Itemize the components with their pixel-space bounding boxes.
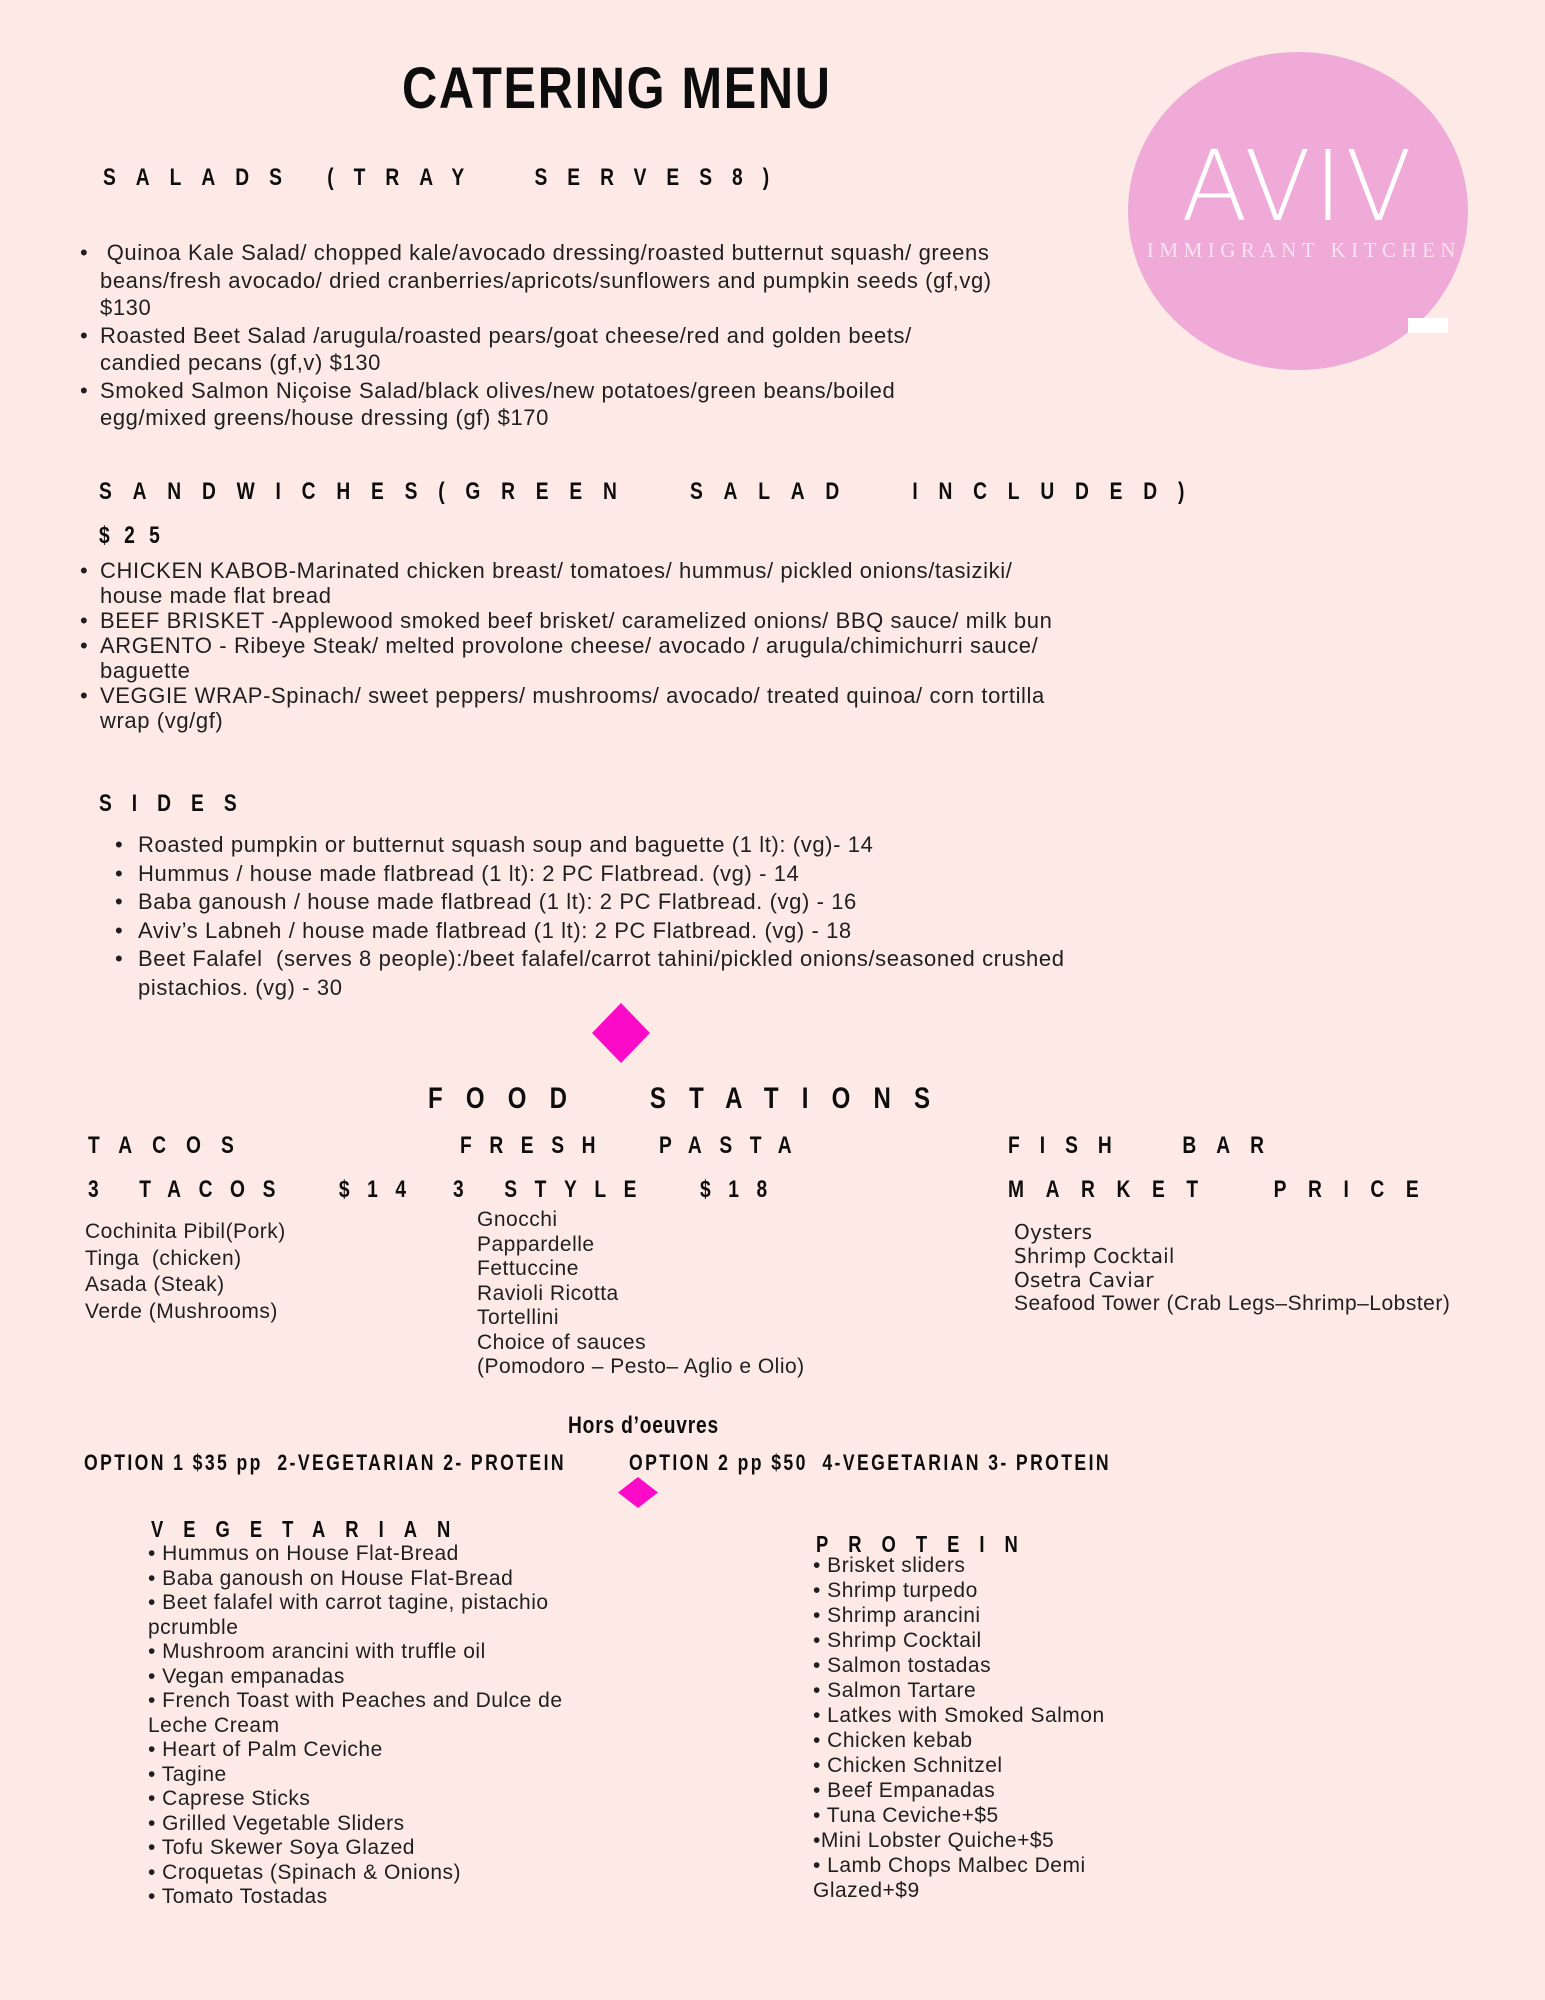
salads-heading: SALADS (TRAY SERVES8) — [103, 164, 790, 191]
list-item: • Croquetas (Spinach & Onions) — [148, 1860, 461, 1884]
option1-label: OPTION 1 $35 pp 2-VEGETARIAN 2- PROTEIN — [84, 1450, 566, 1475]
list-item: • Mushroom arancini with truffle oil — [148, 1640, 486, 1663]
list-item: • Smoked Salmon Niçoise Salad/black olives/new potatoes/green beans/boiled egg/mixed greens/house dressing (gf) $170 — [100, 377, 992, 432]
tacos-list — [85, 1219, 286, 1325]
list-item: • Tomato Tostadas — [148, 1885, 328, 1908]
list-item: • CHICKEN KABOB-Marinated chicken breast/ tomatoes/ hummus/ pickled onions/tasiziki/ house made flat bread — [100, 558, 1052, 608]
list-item: Osetra Caviar — [1014, 1268, 1154, 1292]
protein-list — [813, 1553, 1105, 1903]
list-item: • Grilled Vegetable Sliders — [148, 1811, 405, 1835]
list-item: • Roasted Beet Salad /arugula/roasted pears/goat cheese/red and golden beets/ candied pecans (gf,v) $130 — [100, 322, 992, 377]
list-item: • Salmon Tartare — [813, 1679, 977, 1702]
sandwiches-price: $25 — [99, 522, 175, 549]
sandwiches-list — [100, 558, 1052, 733]
food-stations-heading: FOOD STATIONS — [428, 1082, 954, 1115]
list-item: • Lamb Chops Malbec Demi Glazed+$9 — [813, 1854, 1086, 1902]
list-item: • Tofu Skewer Soya Glazed — [148, 1836, 415, 1859]
list-item: Fettuccine — [477, 1257, 579, 1280]
logo-dash-shape — [1408, 318, 1448, 333]
tacos-heading: TACOS — [88, 1132, 254, 1159]
list-item: • Quinoa Kale Salad/ chopped kale/avocado dressing/roasted butternut squash/ greens beans/fresh avocado/ dried cranberries/apricots/sunflowers and pumpkin seeds (gf,vg) $130 — [100, 239, 992, 322]
list-item: • Chicken kebab — [813, 1729, 973, 1752]
list-item: • Aviv’s Labneh / house made flatbread (1 lt): 2 PC Flatbread. (vg) - 18 — [138, 917, 1065, 946]
list-item: • Baba ganoush on House Flat-Bread — [148, 1566, 514, 1590]
sandwiches-heading: SANDWICHES(GREEN SALAD INCLUDED) — [99, 478, 1206, 505]
sides-heading: SIDES — [99, 790, 257, 817]
list-item: • Heart of Palm Ceviche — [148, 1738, 383, 1761]
list-item: Asada (Steak) — [85, 1273, 225, 1296]
list-item: •Mini Lobster Quiche+$5 — [813, 1829, 1055, 1852]
vegetarian-list — [148, 1542, 563, 1910]
fresh-pasta-list — [477, 1208, 805, 1380]
option2-label: OPTION 2 pp $50 4-VEGETARIAN 3- PROTEIN — [629, 1450, 1111, 1475]
protein-heading: PROTEIN — [816, 1531, 1038, 1557]
fish-bar-heading: FISH BAR — [1008, 1132, 1284, 1159]
list-item: • Baba ganoush / house made flatbread (1 lt): 2 PC Flatbread. (vg) - 16 — [138, 888, 1065, 917]
list-item: Ravioli Ricotta — [477, 1281, 619, 1305]
list-item: • VEGGIE WRAP-Spinach/ sweet peppers/ mushrooms/ avocado/ treated quinoa/ corn tortilla wrap (vg/gf) — [100, 683, 1052, 733]
list-item: Cochinita Pibil(Pork) — [85, 1220, 286, 1243]
salads-list — [100, 239, 992, 432]
list-item: • Hummus on House Flat-Bread — [148, 1542, 459, 1565]
list-item: • Tuna Ceviche+$5 — [813, 1804, 999, 1827]
vegetarian-heading: VEGETARIAN — [151, 1516, 471, 1542]
list-item: • Shrimp Cocktail — [813, 1629, 982, 1652]
list-item: Choice of sauces — [477, 1330, 647, 1354]
fresh-pasta-heading: FRESH PASTA — [460, 1132, 810, 1159]
diamond-icon — [592, 1003, 650, 1063]
list-item: Seafood Tower (Crab Legs–Shrimp–Lobster) — [1014, 1292, 1451, 1315]
hors-doeuvres-heading: Hors d’oeuvres — [568, 1412, 719, 1439]
diamond-icon — [618, 1477, 658, 1508]
list-item: • Beef Empanadas — [813, 1779, 996, 1802]
list-item: • Chicken Schnitzel — [813, 1754, 1003, 1777]
list-item: Tinga (chicken) — [85, 1246, 242, 1270]
list-item: Verde (Mushrooms) — [85, 1299, 278, 1323]
fish-bar-subheading: MARKET PRICE — [1008, 1176, 1441, 1203]
list-item: • French Toast with Peaches and Dulce de Leche Cream — [148, 1689, 563, 1737]
fresh-pasta-subheading: 3 STYLE $18 — [453, 1176, 785, 1203]
list-item: • Shrimp turpedo — [813, 1579, 978, 1602]
logo-brand-text: AVIV — [1181, 130, 1415, 243]
list-item: • Shrimp arancini — [813, 1604, 981, 1627]
list-item: • Beet falafel with carrot tagine, pistachio pcrumble — [148, 1591, 549, 1639]
list-item: • Hummus / house made flatbread (1 lt): 2 PC Flatbread. (vg) - 14 — [138, 860, 1065, 889]
list-item: Tortellini — [477, 1306, 560, 1329]
sides-list — [138, 831, 1065, 1002]
list-item: • Beet Falafel (serves 8 people):/beet falafel/carrot tahini/pickled onions/seasoned crushed pistachios. (vg) - 30 — [138, 945, 1065, 1002]
list-item: • BEEF BRISKET -Applewood smoked beef brisket/ caramelized onions/ BBQ sauce/ milk bun — [100, 608, 1052, 633]
list-item: Pappardelle — [477, 1232, 595, 1256]
list-item: • Vegan empanadas — [148, 1664, 345, 1688]
tacos-subheading: 3 TACOS $14 — [88, 1176, 424, 1203]
list-item: Oysters — [1014, 1220, 1093, 1244]
logo-tagline-text: IMMIGRANT KITCHEN — [1146, 238, 1462, 262]
list-item: • Tagine — [148, 1762, 227, 1786]
fish-bar-list — [1014, 1220, 1450, 1316]
list-item: Shrimp Cocktail — [1014, 1244, 1175, 1268]
list-item: • Latkes with Smoked Salmon — [813, 1704, 1105, 1727]
list-item: Gnocchi — [477, 1208, 558, 1231]
list-item: • Brisket sliders — [813, 1554, 966, 1577]
list-item: • Caprese Sticks — [148, 1787, 311, 1810]
list-item: • ARGENTO - Ribeye Steak/ melted provolone cheese/ avocado / arugula/chimichurri sauce/ baguette — [100, 633, 1052, 683]
list-item: • Salmon tostadas — [813, 1654, 992, 1677]
page-title: CATERING MENU — [402, 56, 832, 121]
list-item: (Pomodoro – Pesto– Aglio e Olio) — [477, 1355, 805, 1378]
list-item: • Roasted pumpkin or butternut squash soup and baguette (1 lt): (vg)- 14 — [138, 831, 1065, 860]
